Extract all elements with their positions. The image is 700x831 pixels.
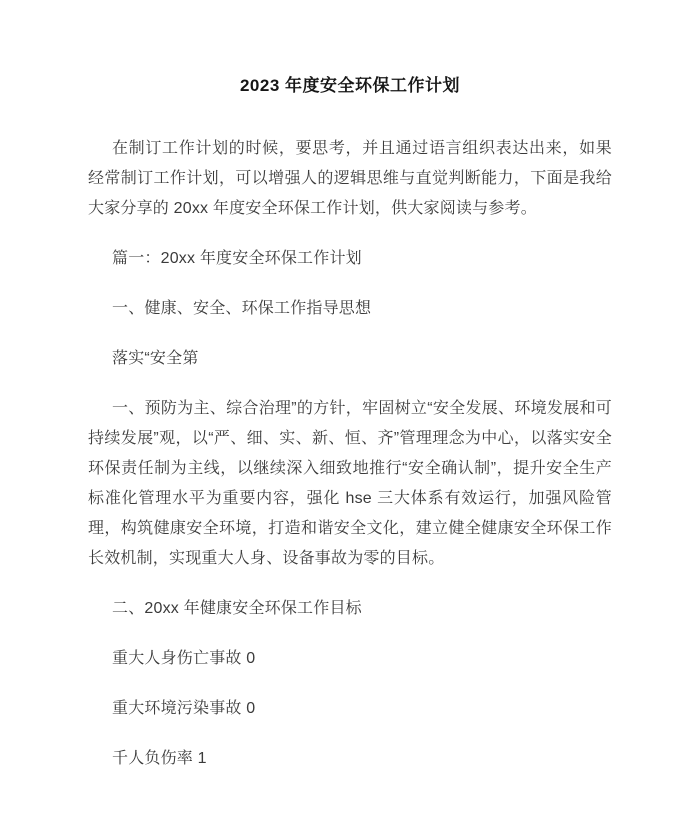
section-two-heading: 二、20xx 年健康安全环保工作目标: [112, 600, 362, 617]
guideline-lead-paragraph: 落实“安全第: [112, 350, 199, 367]
part-one-heading: 篇一：20xx 年度安全环保工作计划: [112, 250, 362, 267]
target-item-injury-rate: 千人负伤率 1: [112, 750, 207, 767]
target-item-pollution-accidents: 重大环境污染事故 0: [112, 700, 256, 717]
guideline-body-paragraph: 一、预防为主、综合治理”的方针，牢固树立“安全发展、环境发展和可持续发展”观，以“严、细、实、新、恒、齐”管理理念为中心，以落实安全环保责任制为主线，以继续深入细致地推行“安全确认制”，提升安全生产标准化管理水平为重要内容，强化 hse 三大体系有效运行，加强风险管理，构筑健康安全环境，打造和谐安全文化，建立健全健康安全环保工作长效机制，实现重大人身、设备事故为零的目标。: [88, 400, 612, 567]
target-item-casualty-accidents: 重大人身伤亡事故 0: [112, 650, 256, 667]
section-one-heading: 一、健康、安全、环保工作指导思想: [112, 300, 372, 317]
intro-paragraph: 在制订工作计划的时候，要思考，并且通过语言组织表达出来，如果经常制订工作计划，可以增强人的逻辑思维与直觉判断能力，下面是我给大家分享的 20xx 年度安全环保工作计划，供大家阅读与参考。: [88, 140, 612, 217]
document-title: 2023 年度安全环保工作计划: [239, 76, 461, 95]
